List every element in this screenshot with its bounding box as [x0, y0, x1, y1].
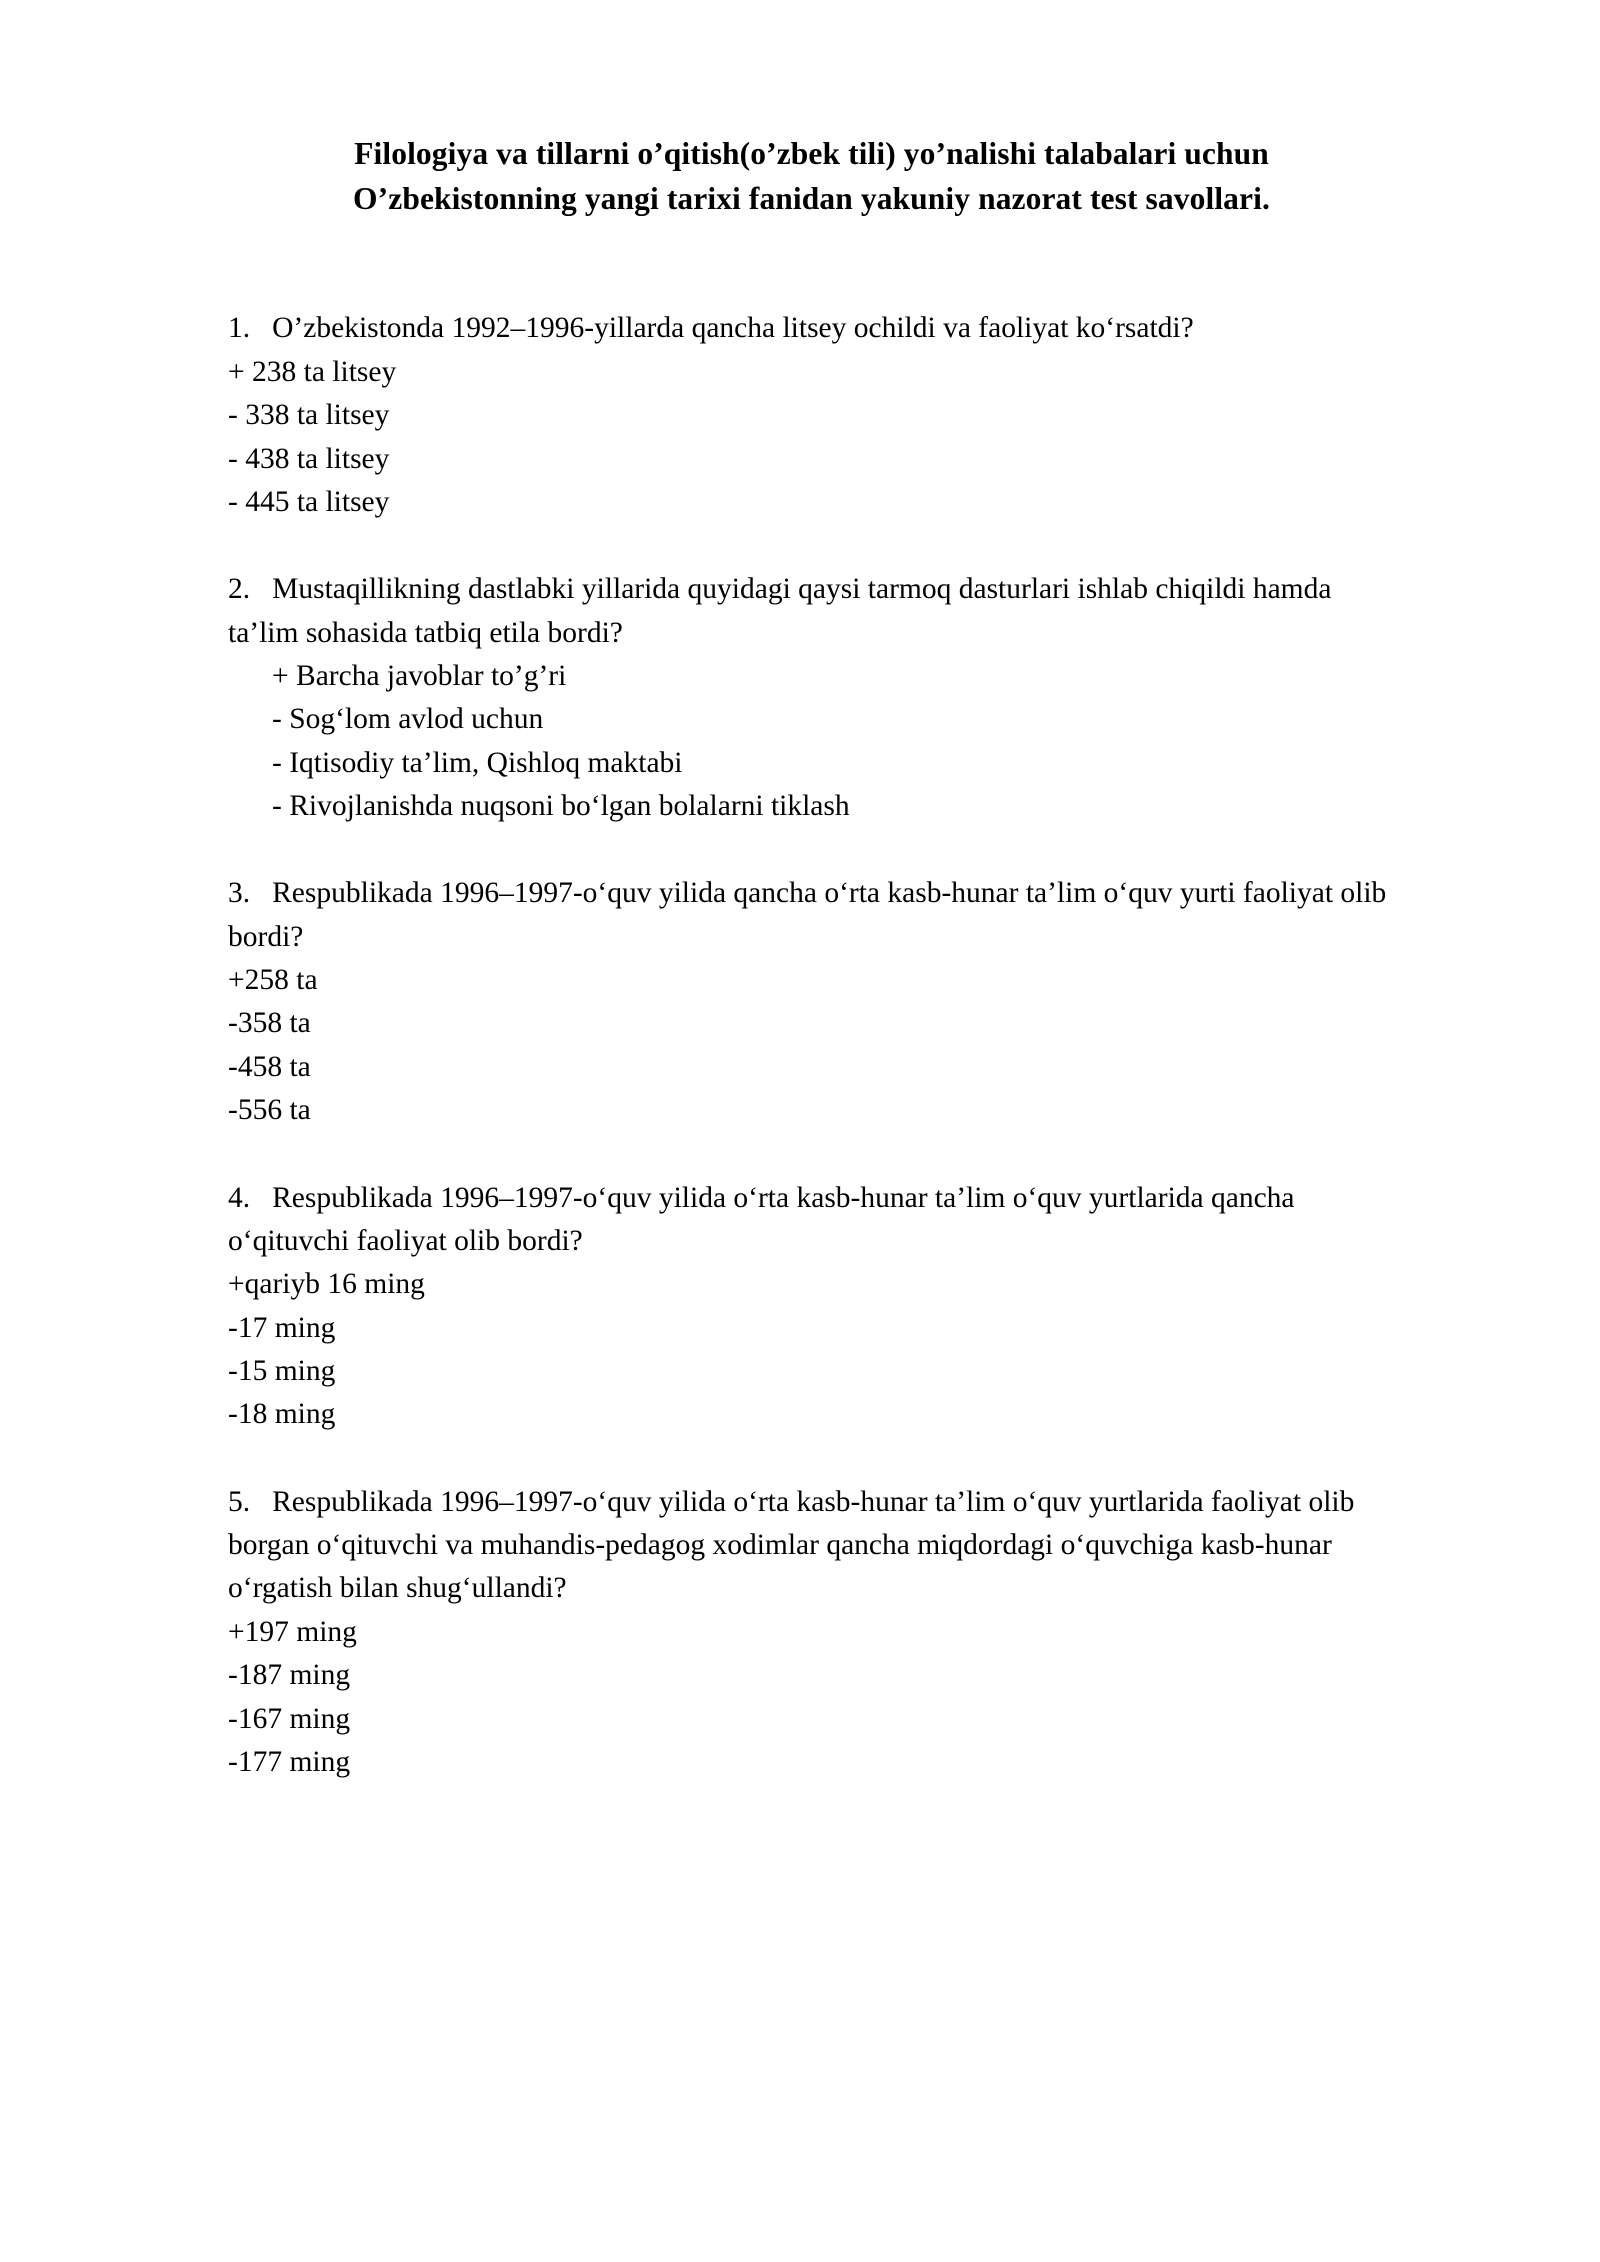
answer-option[interactable]: - Iqtisodiy ta’lim, Qishloq maktabi	[272, 746, 683, 779]
answer-option[interactable]: - 338 ta litsey	[228, 399, 390, 432]
question-number: 3.	[228, 877, 251, 910]
answer-option[interactable]: -167 ming	[228, 1702, 351, 1735]
question-text	[228, 1481, 1395, 1611]
question-number: 5.	[228, 1485, 251, 1518]
answer-option[interactable]: -18 ming	[228, 1398, 336, 1431]
question-text	[228, 872, 1395, 959]
question-body: Respublikada 1996–1997-o‘quv yilida qancha o‘rta kasb-hunar ta’lim o‘quv yurti faoliyat olib bordi?	[228, 877, 1387, 953]
question-body: Mustaqillikning dastlabki yillarida quyidagi qaysi tarmoq dasturlari ishlab chiqildi hamda ta’lim sohasida tatbiq etila bordi?	[228, 573, 1332, 649]
answer-options	[228, 351, 1395, 524]
answer-options	[228, 655, 1395, 828]
answer-option[interactable]: - 438 ta litsey	[228, 442, 390, 475]
answer-options	[228, 959, 1395, 1132]
answer-option[interactable]: +197 ming	[228, 1615, 357, 1648]
answer-option[interactable]: -458 ta	[228, 1050, 311, 1083]
question-block	[228, 568, 1395, 828]
page-title	[228, 132, 1395, 221]
answer-options	[228, 1611, 1395, 1784]
answer-option[interactable]: -556 ta	[228, 1094, 311, 1127]
questions-list	[228, 307, 1395, 1784]
answer-option[interactable]: -17 ming	[228, 1311, 336, 1344]
question-number: 4.	[228, 1181, 251, 1214]
answer-option[interactable]: - Rivojlanishda nuqsoni bo‘lgan bolalarni tiklash	[272, 790, 850, 823]
title-spacer	[228, 221, 1395, 307]
answer-option[interactable]: -358 ta	[228, 1007, 311, 1040]
answer-option[interactable]: -177 ming	[228, 1745, 351, 1778]
question-block	[228, 1177, 1395, 1437]
answer-option[interactable]: -187 ming	[228, 1659, 351, 1692]
question-number: 2.	[228, 573, 251, 606]
answer-option[interactable]: + Barcha javoblar to’g’ri	[272, 659, 567, 692]
question-body: O’zbekistonda 1992–1996-yillarda qancha litsey ochildi va faoliyat ko‘rsatdi?	[272, 312, 1194, 345]
page-title-line-1: Filologiya va tillarni o’qitish(o’zbek tili) yo’nalishi talabalari uchun	[354, 136, 1269, 171]
answer-option[interactable]: +qariyb 16 ming	[228, 1268, 425, 1301]
answer-option[interactable]: +258 ta	[228, 964, 318, 997]
question-text	[228, 568, 1395, 655]
answer-options	[228, 1263, 1395, 1436]
answer-option[interactable]: - 445 ta litsey	[228, 485, 390, 518]
question-text	[228, 1177, 1395, 1264]
question-block	[228, 307, 1395, 524]
question-number: 1.	[228, 312, 251, 345]
answer-option[interactable]: - Sog‘lom avlod uchun	[272, 703, 544, 736]
question-block	[228, 1481, 1395, 1785]
question-body: Respublikada 1996–1997-o‘quv yilida o‘rta kasb-hunar ta’lim o‘quv yurtlarida faoliyat olib borgan o‘qituvchi va muhandis-pedagog xodimlar qancha miqdordagi o‘quvchiga kasb-hunar o‘rgatish bilan shug‘ullandi?	[228, 1485, 1355, 1605]
question-text	[228, 307, 1395, 350]
question-body: Respublikada 1996–1997-o‘quv yilida o‘rta kasb-hunar ta’lim o‘quv yurtlarida qancha o‘qituvchi faoliyat olib bordi?	[228, 1181, 1295, 1257]
page-title-line-2: O’zbekistonning yangi tarixi fanidan yakuniy nazorat test savollari.	[353, 180, 1270, 216]
answer-option[interactable]: -15 ming	[228, 1354, 336, 1387]
answer-option[interactable]: + 238 ta litsey	[228, 355, 397, 388]
question-block	[228, 872, 1395, 1132]
